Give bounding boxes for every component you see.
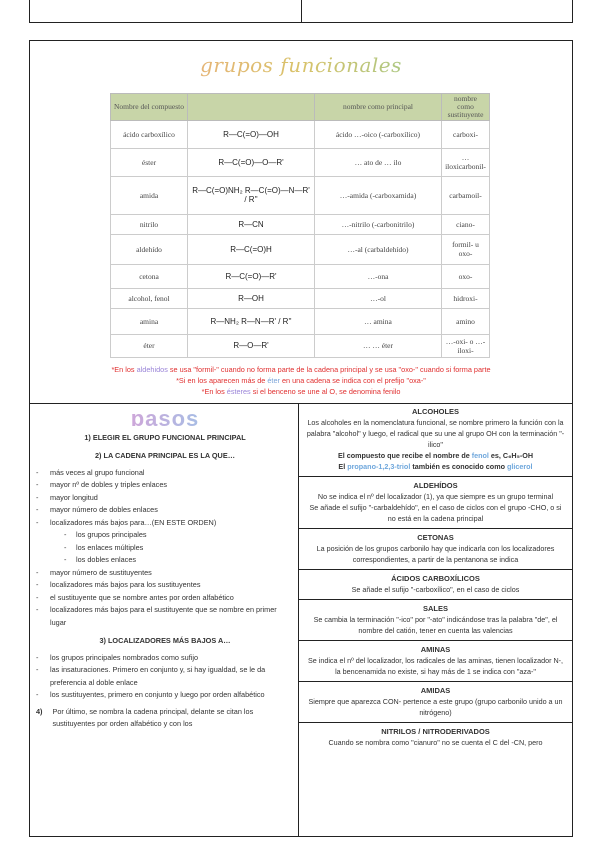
note-aldehidos (30, 364, 572, 375)
cell-principal: …-ona (315, 264, 442, 288)
box-text: Cuando se nombra como "cianuro" no se cuenta el C del -CN, pero (328, 738, 543, 747)
cell-principal: ácido …-oico (-carboxílico) (315, 120, 442, 148)
highlight-term: fenol (471, 451, 489, 460)
cell-structure: R—NH₂ R—N—R' / R'' (188, 308, 315, 334)
list-item: - mayor longitud (36, 492, 294, 505)
box-text: es, C₆H₅-OH (488, 451, 534, 460)
top-table-strip (29, 0, 573, 23)
list-item: - mayor número de dobles enlaces (36, 504, 294, 517)
cell-principal: … amina (315, 308, 442, 334)
main-card (29, 40, 573, 837)
list-item: - los sustituyentes, primero en conjunto y luego por orden alfabético (36, 689, 294, 702)
table-row (111, 288, 490, 308)
note-text: se usa "formil-" cuando no forma parte de la cadena principal y se usa "oxo-" cuando si forma parte (167, 365, 491, 374)
box-text: también es conocido como (410, 462, 507, 471)
cell-sust: carboxi- (442, 120, 490, 148)
cell-name: amida (111, 176, 188, 214)
cell-sust: …-oxi- o …-iloxi- (442, 334, 490, 357)
box-acidos (299, 570, 572, 600)
functional-groups-table (110, 93, 490, 358)
box-text: Los alcoholes en la nomenclatura funcional, se nombre primero la función con la palabra "alcohol" y luego, el radical que su une al grupo OH con la terminación "-ilico" (306, 418, 565, 449)
table-row (111, 234, 490, 264)
box-text: No se indica el nº del localizador (1), ya que siempre es un grupo terminal (317, 492, 554, 501)
cell-sust: formil- u oxo- (442, 234, 490, 264)
top-cell-left (30, 0, 302, 22)
cell-principal: …-ol (315, 288, 442, 308)
box-aldehidos (299, 477, 572, 529)
cell-principal: … ato de … ilo (315, 148, 442, 176)
sub-list-item: - los enlaces múltiples (36, 542, 294, 555)
table-row (111, 308, 490, 334)
highlight-term: glicerol (506, 462, 533, 471)
note-text: si el benceno se une al O, se denomina fenilo (250, 387, 401, 396)
note-highlight: ésteres (226, 387, 251, 396)
box-text: Siempre que aparezca CON- pertence a este grupo (grupo carbonilo unido a un nitrógeno) (308, 697, 563, 717)
box-text: Se añade el sufijo "-carboxílico", en el caso de ciclos (351, 585, 520, 594)
pasos-title: pasos (36, 413, 294, 426)
cell-structure: R—C(=O)—O—R' (188, 148, 315, 176)
list-item: - los grupos principales nombrados como sufijo (36, 652, 294, 665)
box-text: Se indica el nº del localizador, los radicales de las aminas, tienen localizador N-, la bencenamida no existe, si hay más de 1 se indica con "aza-" (307, 656, 564, 676)
note-eter (30, 375, 572, 386)
list-item: - localizadores más bajos para el sustituyente que se nombre en primer lugar (36, 604, 294, 629)
fenol-line (305, 450, 566, 461)
sub-list-item: - los dobles enlaces (36, 554, 294, 567)
note-text: *Si en los aparecen más de (176, 376, 268, 385)
glicerol-line (305, 461, 566, 472)
cell-principal: … … éter (315, 334, 442, 357)
box-title: SALES (422, 604, 448, 613)
page-title: grupos funcionales (30, 53, 572, 77)
list-item: - localizadores más bajos para…(EN ESTE ORDEN) (36, 517, 294, 530)
cell-name: éter (111, 334, 188, 357)
box-alcoholes (299, 403, 572, 477)
cell-name: alcohol, fenol (111, 288, 188, 308)
box-text: Se añade el sufijo "-carbaldehído", en el caso de ciclos con el grupo -CHO, o si no está en la cadena principal (309, 503, 562, 523)
box-cetonas (299, 529, 572, 570)
note-highlight: aldehidos (136, 365, 168, 374)
cell-sust: amino (442, 308, 490, 334)
cell-sust: ciano- (442, 214, 490, 234)
cell-sust: oxo- (442, 264, 490, 288)
header-principal: nombre como principal (315, 94, 442, 121)
step-4-text: Por último, se nombra la cadena principal, delante se citan los sustituyentes por orden alfabético y con los (52, 706, 254, 728)
cell-name: cetona (111, 264, 188, 288)
cell-structure: R—C(=O)NH₂ R—C(=O)—N—R' / R'' (188, 176, 315, 214)
cell-principal: …-al (carbaldehído) (315, 234, 442, 264)
sub-list-item: - los grupos principales (36, 529, 294, 542)
cell-principal: …-amida (-carboxamida) (315, 176, 442, 214)
cell-name: nitrilo (111, 214, 188, 234)
note-esteres (30, 386, 572, 397)
red-notes (30, 364, 572, 397)
note-text: *En los (201, 387, 227, 396)
box-nitrilos (299, 723, 572, 752)
step-2: 2) LA CADENA PRINCIPAL ES LA QUE… (94, 451, 235, 460)
cell-name: aldehído (111, 234, 188, 264)
step-1: 1) ELEGIR EL GRUPO FUNCIONAL PRINCIPAL (84, 432, 246, 442)
table-row (111, 334, 490, 357)
pasos-section (36, 406, 294, 731)
table-row (111, 176, 490, 214)
box-title: NITRILOS / NITRODERIVADOS (381, 727, 490, 736)
list-item: - localizadores más bajos para los sustituyentes (36, 579, 294, 592)
cell-principal: …-nitrilo (-carbonitrilo) (315, 214, 442, 234)
step-3-list (36, 652, 294, 702)
list-item: - las insaturaciones. Primero en conjunto y, si hay igualdad, se le da preferencia al doble enlace (36, 664, 294, 689)
cell-sust: carbamoil- (442, 176, 490, 214)
box-title: AMIDAS (420, 686, 451, 695)
table-row (111, 120, 490, 148)
box-title: AMINAS (420, 645, 451, 654)
cell-structure: R—C(=O)H (188, 234, 315, 264)
box-title: CETONAS (417, 533, 454, 542)
highlight-term: propano-1,2,3-triol (347, 462, 411, 471)
cell-sust: hidroxi- (442, 288, 490, 308)
list-item: - más veces al grupo funcional (36, 467, 294, 480)
cell-structure: R—C(=O)—R' (188, 264, 315, 288)
list-item: - mayor número de sustituyentes (36, 567, 294, 580)
cell-structure: R—OH (188, 288, 315, 308)
list-item: - mayor nº de dobles y triples enlaces (36, 479, 294, 492)
cell-name: éster (111, 148, 188, 176)
box-amidas (299, 682, 572, 723)
header-sustituyente: nombre como sustituyente (442, 94, 490, 121)
cell-name: ácido carboxílico (111, 120, 188, 148)
table-row (111, 148, 490, 176)
header-name: Nombre del compuesto (111, 94, 188, 121)
table-header-row (111, 94, 490, 121)
step-2-list (36, 467, 294, 630)
cell-structure: R—O—R' (188, 334, 315, 357)
box-title: ALDEHÍDOS (413, 481, 458, 490)
box-title: ALCOHOLES (411, 407, 460, 416)
rules-column (299, 403, 572, 752)
table-row (111, 214, 490, 234)
step-4 (36, 706, 294, 731)
step-4-number: 4) (36, 706, 43, 716)
cell-sust: …iloxicarbonil- (442, 148, 490, 176)
box-sales (299, 600, 572, 641)
step-3: 3) LOCALIZADORES MÁS BAJOS A… (99, 636, 231, 645)
table-row (111, 264, 490, 288)
box-title: ÁCIDOS CARBOXÍLICOS (391, 574, 480, 583)
list-item: - el sustituyente que se nombre antes por orden alfabético (36, 592, 294, 605)
header-structure (188, 94, 315, 121)
box-text: El compuesto que recibe el nombre de (337, 451, 472, 460)
note-text: *En los (111, 365, 137, 374)
note-highlight: éter (267, 376, 280, 385)
cell-structure: R—CN (188, 214, 315, 234)
note-text: en una cadena se indica con el prefijo "oxa-" (279, 376, 426, 385)
box-aminas (299, 641, 572, 682)
box-text: Se cambia la terminación "-ico" por "-ato" indicándose tras la palabra "de", el nombre del catión, tener en cuenta las valencias (313, 615, 558, 635)
cell-structure: R—C(=O)—OH (188, 120, 315, 148)
top-cell-right (302, 0, 573, 22)
box-text: El (338, 462, 348, 471)
cell-name: amina (111, 308, 188, 334)
box-text: La posición de los grupos carbonilo hay que indicarla con los localizadores correspondientes, a partir de la pentanona se indica (316, 544, 555, 564)
